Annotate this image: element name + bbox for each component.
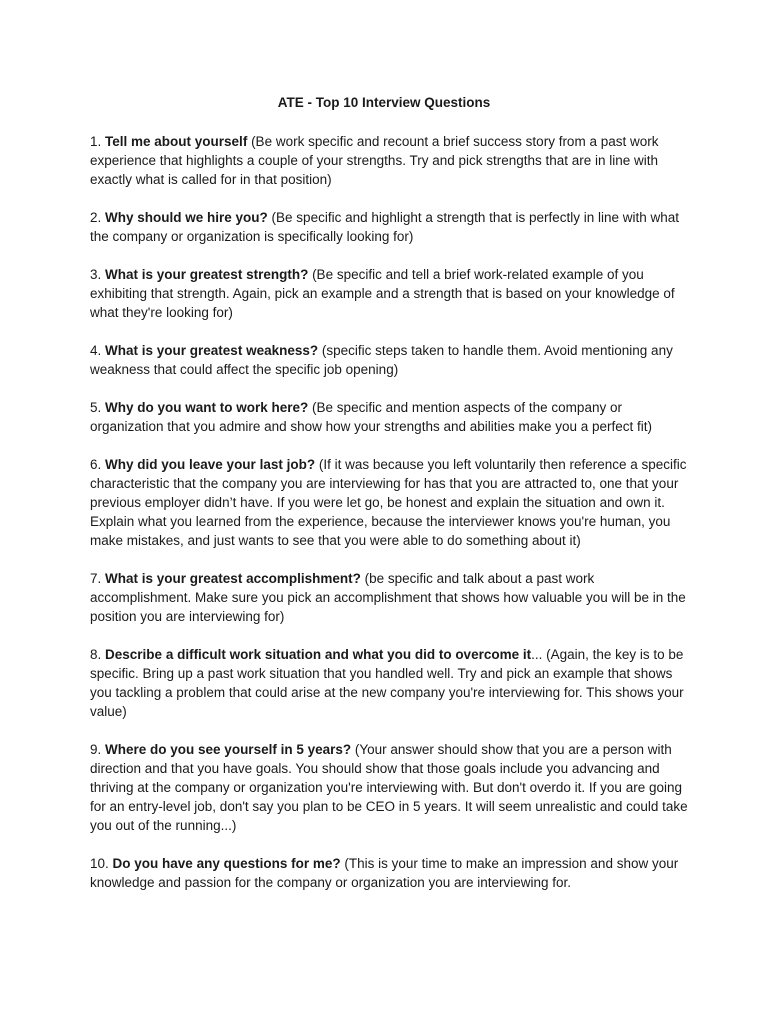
question-answer: (specific steps taken to handle them. Avoid mentioning any weakness that could affect the specific job opening) (90, 342, 673, 377)
question-answer: ... (Again, the key is to be specific. Bring up a past work situation that you handled well. Try and pick an example that shows you tackling a problem that could arise at the new company you're interviewing for. This shows your value) (90, 646, 684, 719)
question-number: 7. (90, 570, 102, 586)
question-item-2 (90, 208, 690, 246)
question-text: Tell me about yourself (105, 133, 248, 149)
question-text: What is your greatest accomplishment? (105, 570, 361, 586)
question-text: Why did you leave your last job? (105, 456, 316, 472)
question-answer: (This is your time to make an impression and show your knowledge and passion for the company or organization you are interviewing for. (90, 855, 679, 890)
question-text: Describe a difficult work situation and what you did to overcome it (105, 646, 532, 662)
question-answer: (If it was because you left voluntarily then reference a specific characteristic that the company you are interviewing for has that you are attracted to, one that your previous employer didn’t have. If you were let go, be honest and explain the situation and own it. Explain what you learned from the experience, because the interviewer knows you're human, you make mistakes, and just wants to see that you were able to do something about it) (90, 456, 687, 548)
question-number: 3. (90, 266, 102, 282)
question-number: 1. (90, 133, 102, 149)
question-number: 2. (90, 209, 102, 225)
question-item-7 (90, 569, 690, 626)
question-number: 9. (90, 741, 102, 757)
question-item-4 (90, 341, 690, 379)
question-number: 8. (90, 646, 102, 662)
question-item-5 (90, 398, 690, 436)
question-number: 10. (90, 855, 109, 871)
question-answer: (Be specific and highlight a strength that is perfectly in line with what the company or organization is specifically looking for) (90, 209, 680, 244)
question-text: Why should we hire you? (105, 209, 268, 225)
question-item-1 (90, 132, 690, 189)
question-answer: (Be specific and mention aspects of the company or organization that you admire and show how your strengths and abilities make you a perfect fit) (90, 399, 653, 434)
question-number: 5. (90, 399, 102, 415)
question-item-8 (90, 645, 690, 721)
question-list (90, 132, 690, 911)
question-answer: (Be specific and tell a brief work-related example of you exhibiting that strength. Again, pick an example and a strength that is based on your knowledge of what they're looking for) (90, 266, 675, 320)
question-item-9 (90, 740, 690, 835)
question-number: 4. (90, 342, 102, 358)
question-item-6 (90, 455, 690, 550)
question-text: Why do you want to work here? (105, 399, 309, 415)
question-text: Where do you see yourself in 5 years? (105, 741, 352, 757)
question-item-10 (90, 854, 690, 892)
question-answer: (Your answer should show that you are a person with direction and that you have goals. You should show that those goals include you advancing and thriving at the company or organization you're interviewing with. But don't overdo it. If you are going for an entry-level job, don't say you plan to be CEO in 5 years. It will seem unrealistic and could take you out of the running...) (90, 741, 688, 833)
document-title: ATE - Top 10 Interview Questions (277, 95, 491, 110)
question-answer: (Be work specific and recount a brief success story from a past work experience that highlights a couple of your strengths. Try and pick strengths that are in line with exactly what is called for in that position) (90, 133, 659, 187)
question-text: What is your greatest strength? (105, 266, 309, 282)
question-item-3 (90, 265, 690, 322)
question-text: Do you have any questions for me? (112, 855, 341, 871)
question-number: 6. (90, 456, 102, 472)
question-answer: (be specific and talk about a past work accomplishment. Make sure you pick an accomplishment that shows how valuable you will be in the position you are interviewing for) (90, 570, 686, 624)
question-text: What is your greatest weakness? (105, 342, 319, 358)
